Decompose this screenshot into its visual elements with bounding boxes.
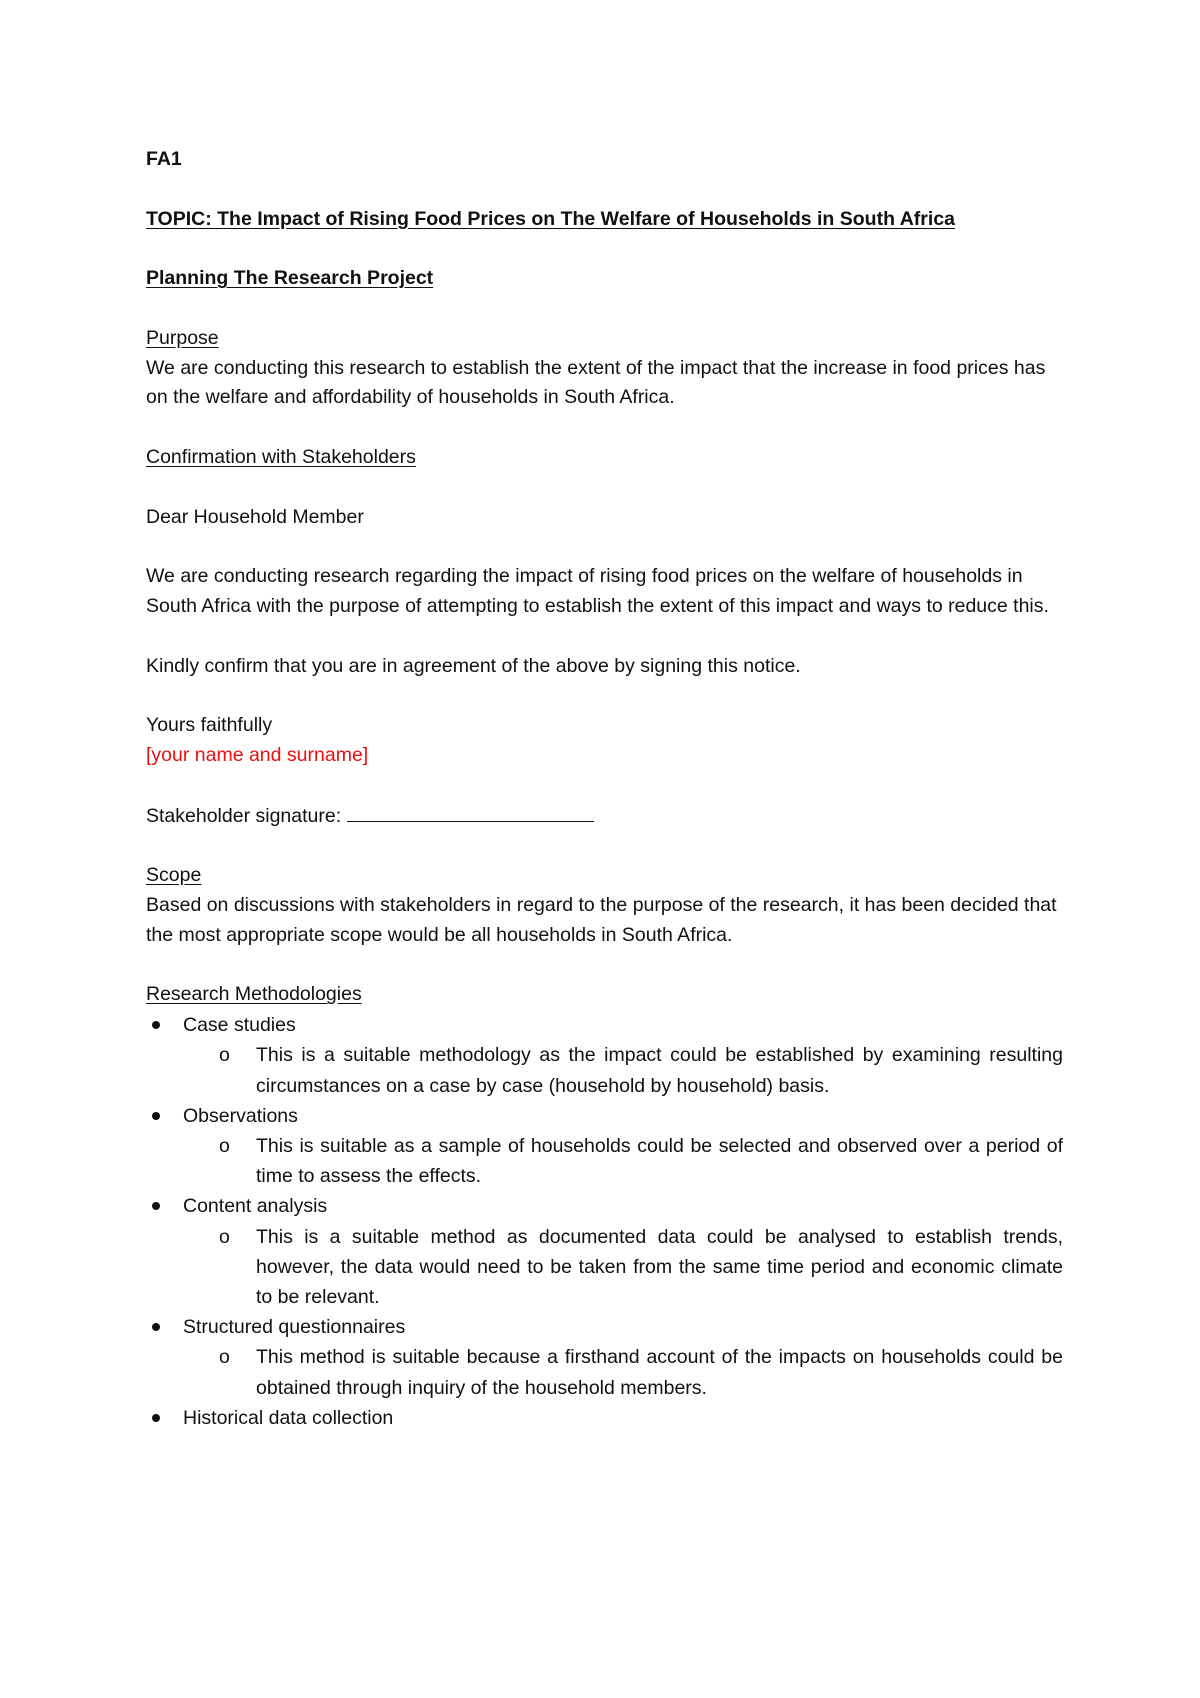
signature-row — [146, 801, 1063, 832]
signature-line — [347, 801, 594, 822]
list-item — [146, 1191, 1063, 1312]
scope-heading: Scope — [146, 864, 202, 887]
closing: Yours faithfully — [146, 714, 273, 737]
topic-heading: TOPIC: The Impact of Rising Food Prices on The Welfare of Households in South Africa — [146, 207, 955, 230]
list-item — [146, 1403, 1063, 1433]
confirmation-request: Kindly confirm that you are in agreement of the above by signing this notice. — [146, 654, 801, 677]
confirmation-heading: Confirmation with Stakeholders — [146, 445, 416, 468]
methodologies-heading: Research Methodologies — [146, 983, 362, 1006]
methodology-detail: o This is suitable as a sample of households could be selected and observed over a period of time to assess the effects. — [183, 1131, 1063, 1191]
purpose-heading: Purpose — [146, 326, 219, 349]
document-page — [146, 145, 1063, 1433]
methodology-label: Historical data collection — [183, 1406, 394, 1429]
name-placeholder: [your name and surname] — [146, 743, 369, 766]
methodology-label: Case studies — [183, 1014, 296, 1037]
methodology-detail: o This is a suitable methodology as the impact could be established by examining resulting circumstances on a case by case (household by household) basis. — [183, 1040, 1063, 1100]
methodology-detail: o This is a suitable method as documented data could be analysed to establish trends, however, the data would need to be taken from the same time period and economic climate to be relevant. — [183, 1222, 1063, 1313]
section-title: Planning The Research Project — [146, 267, 434, 290]
purpose-text: We are conducting this research to establish the extent of the impact that the increase in food prices has on the welfare and affordability of households in South Africa. — [146, 356, 1046, 409]
methodology-label: Content analysis — [183, 1195, 328, 1218]
list-item — [146, 1101, 1063, 1192]
confirmation-body: We are conducting research regarding the impact of rising food prices on the welfare of households in South Africa with the purpose of attempting to establish the extent of this impact and ways to reduce this. — [146, 565, 1049, 617]
signature-label: Stakeholder signature: — [146, 804, 342, 827]
methodologies-list — [146, 1010, 1063, 1433]
document-code: FA1 — [146, 148, 182, 170]
methodology-label: Structured questionnaires — [183, 1316, 406, 1339]
list-item — [146, 1312, 1063, 1403]
methodology-label: Observations — [183, 1104, 298, 1127]
methodology-detail: o This method is suitable because a firsthand account of the impacts on households could be obtained through inquiry of the household members. — [183, 1342, 1063, 1402]
salutation: Dear Household Member — [146, 505, 364, 528]
list-item — [146, 1010, 1063, 1101]
scope-text: Based on discussions with stakeholders in regard to the purpose of the research, it has been decided that the most appropriate scope would be all households in South Africa. — [146, 893, 1057, 946]
